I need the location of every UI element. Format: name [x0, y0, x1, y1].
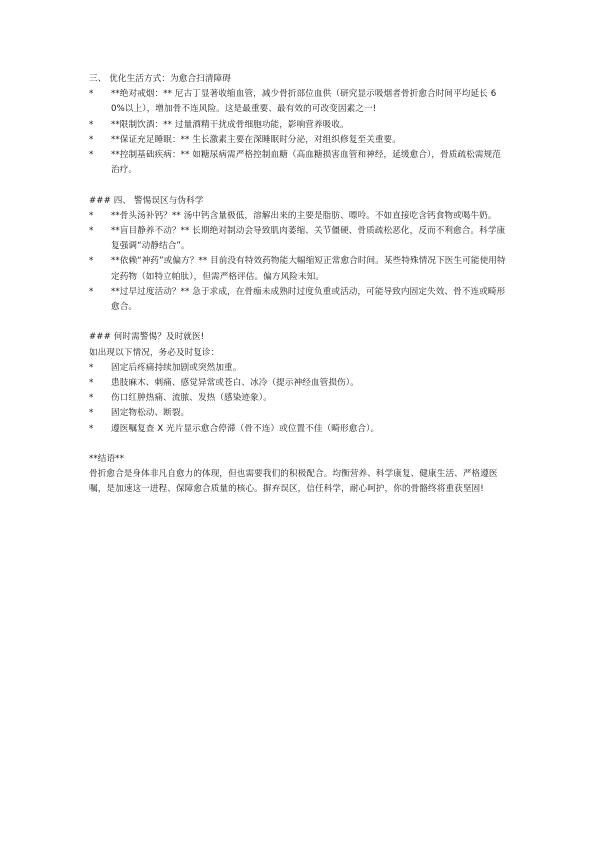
list-item-text: **依赖“神药”或偏方？** 目前没有特效药物能大幅缩短正常愈合时间。某些特殊情况下医生可能使用特定药物（如特立帕肽），但需严格评估。偏方风险未知。 — [111, 256, 506, 282]
section-intro: 如出现以下情况，务必及时复诊： — [89, 347, 220, 358]
bullet-marker: * — [89, 393, 94, 404]
list-item — [89, 406, 509, 421]
list-item-text: 患肢麻木、刺痛、感觉异常或苍白、冰冷（提示神经血管损伤）。 — [111, 378, 359, 389]
list-item — [89, 254, 509, 284]
list-item-text: **过早过度活动？** 急于求成，在骨痂未成熟时过度负重或活动，可能导致内固定失效、骨不连或畸形愈合。 — [111, 286, 506, 313]
list-item — [89, 224, 509, 254]
list-item — [89, 87, 509, 117]
conclusion-paragraph: 骨折愈合是身体非凡自愈力的体现，但也需要我们的积极配合。均衡营养、科学康复、健康生活、严格遵医嘱，是加速这一进程、保障愈合质量的核心。摒弃误区，信任科学，耐心呵护，你的骨骼终将重获坚固! — [89, 469, 498, 495]
spacer — [89, 437, 509, 452]
list-item — [89, 148, 509, 178]
list-item — [89, 118, 509, 133]
list-item-text: 遵医嘱复查 X 光片显示愈合停滞（骨不连）或位置不佳（畸形愈合）。 — [111, 423, 380, 434]
list-item — [89, 376, 509, 391]
bullet-marker: * — [89, 119, 94, 130]
list-item-text: **保证充足睡眠：** 生长激素主要在深睡眠时分泌，对组织修复至关重要。 — [111, 134, 401, 145]
list-item-text: **盲目静养不动？** 长期绝对制动会导致肌肉萎缩、关节僵硬、骨质疏松恶化，反而不利愈合。科学康复强调“动静结合”。 — [111, 226, 506, 252]
list-item-text: **控制基础疾病：** 如糖尿病需严格控制血糖（高血糖损害血管和神经，延缓愈合），骨质疏松需规范治疗。 — [111, 150, 501, 176]
bullet-marker: * — [89, 408, 94, 419]
list-item-text: 伤口红肿热痛、流脓、发热（感染迹象）。 — [111, 393, 272, 404]
list-item-text: 固定物松动、断裂。 — [111, 408, 190, 419]
document-body — [89, 72, 509, 498]
list-item — [89, 422, 509, 437]
list-item — [89, 361, 509, 376]
section-heading-myths: ### 四、 警惕误区与伪科学 — [89, 195, 204, 206]
bullet-marker: * — [89, 210, 94, 221]
list-item — [89, 391, 509, 406]
section-heading-lifestyle: 三、 优化生活方式：为愈合扫清障碍 — [89, 74, 231, 84]
bullet-marker: * — [89, 134, 94, 145]
conclusion-heading: **结语** — [89, 454, 124, 465]
list-item-text: **绝对戒烟：** 尼古丁显著收缩血管，减少骨折部位血供（研究显示吸烟者骨折愈合时间平均延长 60%以上），增加骨不连风险。这是最重要、最有效的可改变因素之一! — [111, 89, 497, 115]
list-item-text: 固定后疼痛持续加剧或突然加重。 — [111, 362, 242, 373]
bullet-marker: * — [89, 362, 94, 373]
list-item — [89, 133, 509, 148]
spacer — [89, 315, 509, 330]
list-item-text: **限制饮酒：** 过量酒精干扰成骨细胞功能，影响营养吸收。 — [111, 119, 349, 130]
bullet-marker: * — [89, 150, 94, 161]
bullet-marker: * — [89, 89, 94, 100]
spacer — [89, 178, 509, 193]
bullet-marker: * — [89, 378, 94, 389]
list-item-text: **骨头汤补钙？** 汤中钙含量极低，溶解出来的主要是脂肪、嘌呤。不如直接吃含钙食物或喝牛奶。 — [111, 210, 497, 221]
list-item — [89, 209, 509, 224]
bullet-marker: * — [89, 226, 94, 237]
bullet-marker: * — [89, 286, 94, 297]
list-item — [89, 285, 509, 315]
section-heading-warning: ### 何时需警惕？及时就医! — [89, 332, 205, 343]
bullet-marker: * — [89, 256, 94, 267]
bullet-marker: * — [89, 423, 94, 434]
